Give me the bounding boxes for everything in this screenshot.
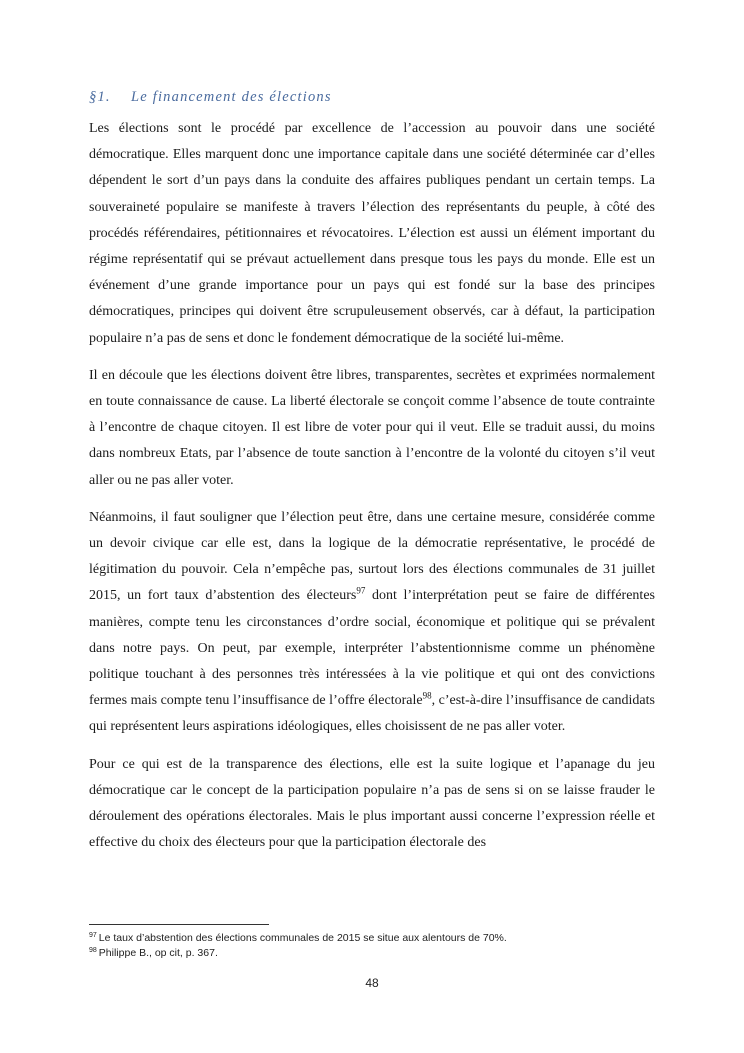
footnote-number: 98 <box>89 946 97 954</box>
footnote-97 <box>89 931 655 946</box>
footnotes <box>89 931 655 961</box>
footnote-ref-97: 97 <box>356 585 366 596</box>
footnote-98 <box>89 946 655 961</box>
footnote-text: Philippe B., op cit, p. 367. <box>98 947 218 959</box>
paragraph-3 <box>89 505 655 741</box>
body-text <box>89 116 655 867</box>
footnote-separator <box>89 924 269 925</box>
footnote-number: 97 <box>89 931 97 939</box>
paragraph-3-text-c: , c’est-à-dire l’insuffisance de candidats qui représentent leurs aspirations idéologiques, elles choisissent de ne pas aller voter. <box>89 693 655 735</box>
footnote-text: Le taux d’abstention des élections communales de 2015 se situe aux alentours de 70%. <box>98 932 507 944</box>
page-number: 48 <box>365 976 379 990</box>
footnote-ref-98: 98 <box>422 690 432 701</box>
paragraph-1: Les élections sont le procédé par excellence de l’accession au pouvoir dans une société démocratique. Elles marquent donc une importance capitale dans une société déterminée car d’elles dépendent le sort d’un pays dans la conduite des affaires publiques pendant un certain temps. La souveraineté populaire se manifeste à travers l’élection des représentants du peuple, à côté des procédés référendaires, pétitionnaires et révocatoires. L’élection est aussi un élément important du régime représentatif qui se prévaut actuellement dans presque tous les pays du monde. Elle est un événement d’une grande importance pour un pays qui est fondé sur la base des principes démocratiques, principes qui doivent être scrupuleusement observés, car à défaut, la participation populaire n’a pas de sens et donc le fondement démocratique de la société lui-même. <box>89 121 655 346</box>
section-heading <box>89 89 332 106</box>
section-title: Le financement des élections <box>131 89 332 105</box>
paragraph-4: Pour ce qui est de la transparence des élections, elle est la suite logique et l’apanage du jeu démocratique car le concept de la participation populaire n’a pas de sens si on se laisse frauder le déroulement des opérations électorales. Mais le plus important aussi concerne l’expression réelle et effective du choix des électeurs pour que la participation électorale des <box>89 756 655 851</box>
paragraph-3-text-a: Néanmoins, il faut souligner que l’élection peut être, dans une certaine mesure, considérée comme un devoir civique car elle est, dans la logique de la démocratie représentative, le procédé de légitimation du pouvoir. Cela n’empêche pas, surtout lors des élections communales de 31 juillet 2015, un fort taux d’abstention des électeurs <box>89 509 655 604</box>
section-number: §1. <box>89 89 111 105</box>
paragraph-3-text-b: dont l’interprétation peut se faire de différentes manières, compte tenu les circonstances d’ordre social, économique et politique qui se prévalent dans notre pays. On peut, par exemple, interpréter l’abstentionnisme comme un phénomène politique touchant à des personnes très intéressées à la vie politique et qui ont des convictions fermes mais compte tenu l’insuffisance de l’offre électorale <box>89 588 655 709</box>
paragraph-2: Il en découle que les élections doivent être libres, transparentes, secrètes et exprimées normalement en toute connaissance de cause. La liberté électorale se conçoit comme l’absence de toute contrainte à l’encontre de chaque citoyen. Il est libre de voter pour qui il veut. Elle se traduit aussi, du moins dans nombreux Etats, par l’absence de toute sanction à l’encontre de la volonté du citoyen s’il veut aller ou ne pas aller voter. <box>89 367 655 488</box>
